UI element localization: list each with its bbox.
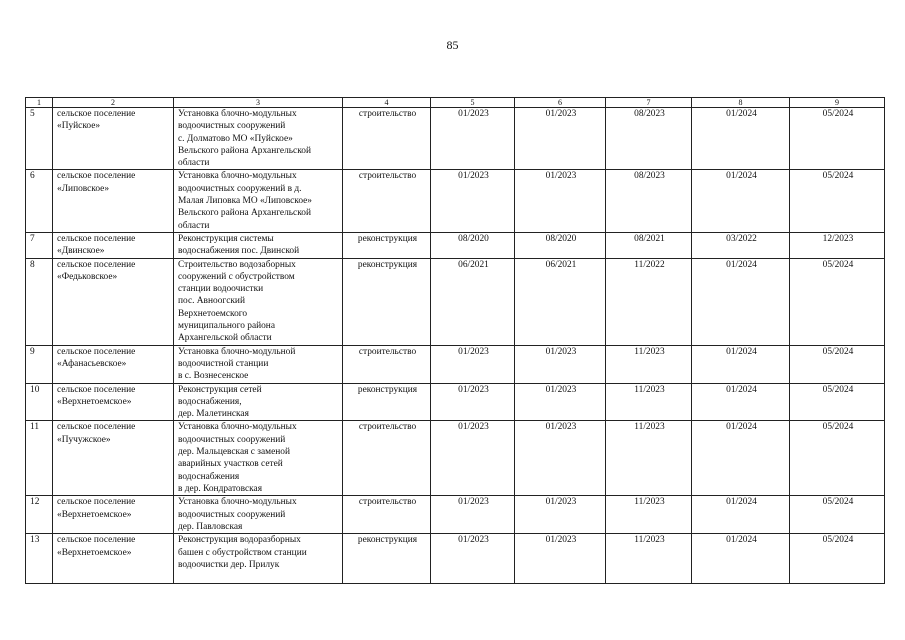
- cell-line: водоснабжения,: [178, 396, 242, 407]
- date-cell-5: 01/2023: [431, 421, 515, 496]
- settlement-cell: [53, 421, 174, 496]
- cell-line: сельское поселение: [57, 346, 136, 357]
- date-cell-6: 01/2023: [515, 534, 606, 584]
- date-cell-7: 11/2022: [606, 258, 692, 345]
- date-cell-9: 05/2024: [790, 496, 885, 534]
- work-type-cell: реконструкция: [343, 534, 431, 584]
- cell-line: в дер. Кондратовская: [178, 483, 263, 494]
- row-number-cell: 11: [26, 421, 53, 496]
- work-type-cell: реконструкция: [343, 383, 431, 421]
- cell-line: водоснабжения пос. Двинской: [178, 246, 300, 257]
- date-cell-6: 01/2023: [515, 383, 606, 421]
- cell-line: башен с обустройством станции: [178, 547, 307, 558]
- cell-line: Верхнетоемского: [178, 308, 248, 319]
- cell-line: Вельского района Архангельской: [178, 208, 311, 219]
- table-row: [26, 232, 885, 258]
- settlement-cell: [53, 258, 174, 345]
- col-header-1: 1: [26, 98, 53, 108]
- description-cell: [174, 108, 343, 170]
- date-cell-7: 08/2023: [606, 108, 692, 170]
- cell-line: сельское поселение: [57, 171, 136, 182]
- table-row: [26, 170, 885, 232]
- cell-line: водоочистных сооружений в д.: [178, 183, 302, 194]
- row-number-cell: 7: [26, 232, 53, 258]
- settlement-cell: [53, 232, 174, 258]
- description-cell: [174, 534, 343, 584]
- col-header-4: 4: [343, 98, 431, 108]
- cell-line: Малая Липовка МО «Липовское»: [178, 196, 312, 207]
- row-number-cell: 9: [26, 345, 53, 383]
- settlement-cell: [53, 496, 174, 534]
- cell-line: аварийных участков сетей: [178, 459, 283, 470]
- cell-line: водоочистных сооружений: [178, 509, 286, 520]
- table-row: [26, 534, 885, 584]
- cell-line: дер. Малетинская: [178, 409, 249, 420]
- col-header-8: 8: [692, 98, 790, 108]
- date-cell-9: 05/2024: [790, 534, 885, 584]
- projects-table: [25, 97, 885, 584]
- cell-line: сельское поселение: [57, 384, 136, 395]
- date-cell-8: 01/2024: [692, 170, 790, 232]
- row-number-cell: 10: [26, 383, 53, 421]
- cell-line: Строительство водозаборных: [178, 259, 296, 270]
- date-cell-6: 01/2023: [515, 170, 606, 232]
- date-cell-8: 01/2024: [692, 534, 790, 584]
- date-cell-7: 11/2023: [606, 496, 692, 534]
- cell-line: Реконструкция системы: [178, 233, 274, 244]
- cell-line: Архангельской области: [178, 333, 272, 344]
- table-row: [26, 383, 885, 421]
- cell-line: Установка блочно-модульных: [178, 171, 297, 182]
- cell-line: Установка блочно-модульных: [178, 109, 297, 119]
- cell-line: водоочистки дер. Прилук: [178, 559, 280, 570]
- table-row: [26, 345, 885, 383]
- cell-line: «Федьковское»: [57, 271, 118, 282]
- cell-line: водоочистных сооружений: [178, 434, 286, 445]
- date-cell-9: 05/2024: [790, 383, 885, 421]
- row-number-cell: 8: [26, 258, 53, 345]
- date-cell-8: 01/2024: [692, 383, 790, 421]
- work-type-cell: строительство: [343, 170, 431, 232]
- cell-line: «Афанасьевское»: [57, 358, 127, 369]
- table-row: [26, 496, 885, 534]
- cell-line: сельское поселение: [57, 109, 136, 119]
- cell-line: дер. Павловская: [178, 522, 243, 533]
- row-number-cell: 12: [26, 496, 53, 534]
- cell-line: сельское поселение: [57, 259, 136, 270]
- cell-line: «Пучужское»: [57, 434, 111, 445]
- row-number-cell: 5: [26, 108, 53, 170]
- date-cell-9: 05/2024: [790, 108, 885, 170]
- date-cell-5: 01/2023: [431, 108, 515, 170]
- cell-line: «Двинское»: [57, 246, 105, 257]
- cell-line: с. Долматово МО «Пуйское»: [178, 133, 293, 144]
- cell-line: «Пуйское»: [57, 121, 101, 132]
- col-header-5: 5: [431, 98, 515, 108]
- date-cell-6: 01/2023: [515, 345, 606, 383]
- cell-line: дер. Мальцевская с заменой: [178, 447, 290, 458]
- date-cell-9: 05/2024: [790, 258, 885, 345]
- cell-line: Вельского района Архангельской: [178, 145, 311, 156]
- description-cell: [174, 345, 343, 383]
- page-number: 85: [446, 38, 459, 52]
- settlement-cell: [53, 383, 174, 421]
- cell-line: Установка блочно-модульной: [178, 346, 296, 357]
- col-header-3: 3: [174, 98, 343, 108]
- cell-line: области: [178, 158, 210, 169]
- description-cell: [174, 496, 343, 534]
- date-cell-5: 08/2020: [431, 232, 515, 258]
- date-cell-6: 08/2020: [515, 232, 606, 258]
- date-cell-5: 01/2023: [431, 345, 515, 383]
- date-cell-8: 01/2024: [692, 258, 790, 345]
- cell-line: водоочистных сооружений: [178, 121, 286, 132]
- cell-line: «Верхнетоемское»: [57, 396, 132, 407]
- date-cell-9: 05/2024: [790, 345, 885, 383]
- cell-line: муниципального района: [178, 321, 275, 332]
- date-cell-9: 05/2024: [790, 170, 885, 232]
- date-cell-5: 01/2023: [431, 534, 515, 584]
- work-type-cell: строительство: [343, 345, 431, 383]
- column-number-row: [26, 98, 885, 108]
- description-cell: [174, 383, 343, 421]
- date-cell-7: 08/2023: [606, 170, 692, 232]
- settlement-cell: [53, 534, 174, 584]
- description-cell: [174, 232, 343, 258]
- date-cell-8: 01/2024: [692, 496, 790, 534]
- date-cell-9: 12/2023: [790, 232, 885, 258]
- table-row: [26, 108, 885, 170]
- work-type-cell: строительство: [343, 421, 431, 496]
- cell-line: сооружений с обустройством: [178, 271, 295, 282]
- cell-line: станции водоочистки: [178, 284, 264, 295]
- date-cell-5: 01/2023: [431, 170, 515, 232]
- cell-line: сельское поселение: [57, 497, 136, 508]
- date-cell-5: 01/2023: [431, 383, 515, 421]
- work-type-cell: строительство: [343, 496, 431, 534]
- cell-line: «Липовское»: [57, 183, 110, 194]
- table-row: [26, 421, 885, 496]
- col-header-7: 7: [606, 98, 692, 108]
- date-cell-6: 01/2023: [515, 108, 606, 170]
- table-body: [26, 108, 885, 584]
- cell-line: Установка блочно-модульных: [178, 422, 297, 433]
- date-cell-8: 03/2022: [692, 232, 790, 258]
- work-type-cell: строительство: [343, 108, 431, 170]
- row-number-cell: 6: [26, 170, 53, 232]
- row-number-cell: 13: [26, 534, 53, 584]
- cell-line: сельское поселение: [57, 535, 136, 546]
- date-cell-5: 06/2021: [431, 258, 515, 345]
- cell-line: сельское поселение: [57, 422, 136, 433]
- cell-line: водоснабжения: [178, 471, 240, 482]
- settlement-cell: [53, 345, 174, 383]
- cell-line: Реконструкция водоразборных: [178, 535, 301, 546]
- cell-line: пос. Авноогский: [178, 296, 245, 307]
- settlement-cell: [53, 108, 174, 170]
- col-header-2: 2: [53, 98, 174, 108]
- date-cell-7: 08/2021: [606, 232, 692, 258]
- date-cell-7: 11/2023: [606, 345, 692, 383]
- cell-line: водоочистной станции: [178, 358, 269, 369]
- date-cell-6: 06/2021: [515, 258, 606, 345]
- description-cell: [174, 170, 343, 232]
- date-cell-5: 01/2023: [431, 496, 515, 534]
- col-header-9: 9: [790, 98, 885, 108]
- cell-line: «Верхнетоемское»: [57, 547, 132, 558]
- description-cell: [174, 258, 343, 345]
- date-cell-8: 01/2024: [692, 108, 790, 170]
- date-cell-6: 01/2023: [515, 421, 606, 496]
- date-cell-6: 01/2023: [515, 496, 606, 534]
- date-cell-7: 11/2023: [606, 383, 692, 421]
- settlement-cell: [53, 170, 174, 232]
- cell-line: области: [178, 220, 210, 231]
- date-cell-8: 01/2024: [692, 421, 790, 496]
- cell-line: «Верхнетоемское»: [57, 509, 132, 520]
- cell-line: Реконструкция сетей: [178, 384, 262, 395]
- date-cell-7: 11/2023: [606, 421, 692, 496]
- date-cell-9: 05/2024: [790, 421, 885, 496]
- date-cell-7: 11/2023: [606, 534, 692, 584]
- work-type-cell: реконструкция: [343, 258, 431, 345]
- work-type-cell: реконструкция: [343, 232, 431, 258]
- col-header-6: 6: [515, 98, 606, 108]
- description-cell: [174, 421, 343, 496]
- cell-line: сельское поселение: [57, 233, 136, 244]
- table-row: [26, 258, 885, 345]
- cell-line: Установка блочно-модульных: [178, 497, 297, 508]
- date-cell-8: 01/2024: [692, 345, 790, 383]
- cell-line: в с. Вознесенское: [178, 371, 249, 382]
